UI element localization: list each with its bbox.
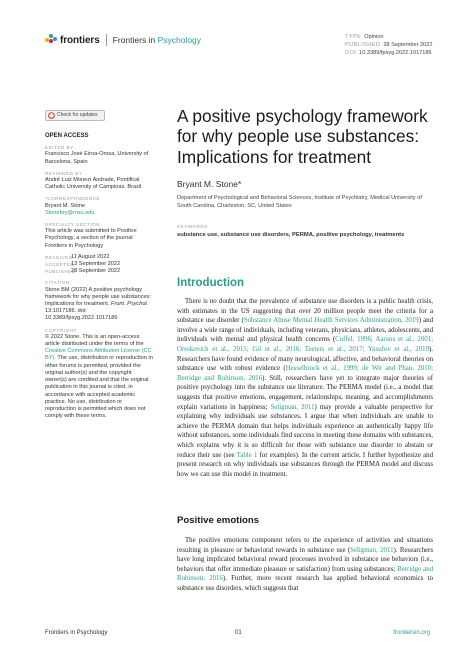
received-date: RECEIVED 11 August 2022: [45, 253, 110, 260]
frontiers-logo-icon: [45, 34, 57, 46]
table-link[interactable]: Table 1: [236, 451, 258, 459]
published-date: PUBLISHED 28 September 2022: [45, 268, 121, 275]
citation-link[interactable]: Substance Abuse Mental Health Services Administration, 2019: [243, 317, 419, 325]
specialty-value: This article was submitted to Positive Psychology, a section of the journal Frontiers in Psychology: [45, 228, 137, 249]
logo-divider: [106, 34, 107, 46]
edited-by-heading: EDITED BY: [45, 145, 74, 151]
logo-text: frontiers: [60, 34, 100, 46]
open-access-label: OPEN ACCESS: [45, 133, 89, 139]
accepted-date: ACCEPTED 13 September 2022: [45, 261, 121, 268]
positive-emotions-body: [177, 536, 433, 594]
citation-link[interactable]: Cuffel, 1996; Aarons et al., 2001; Oreskovich et al., 2015; Gil et al., 2016; Teeters et al., 2017; Yusufov et al., 2019: [177, 336, 433, 353]
correspondence-heading: *CORRESPONDENCE: [45, 196, 100, 202]
specialty-heading: SPECIALTY SECTION: [45, 222, 101, 228]
edited-by-value: Francisco José Eiroa-Orosa, University of Barcelona, Spain: [45, 151, 149, 165]
keywords-heading: KEYWORDS: [177, 224, 208, 230]
license-link[interactable]: Creative Commons Attribution License (CC BY).: [45, 348, 152, 362]
footer-site-link[interactable]: frontiersin.org: [393, 630, 430, 636]
meta-doi: DOI 10.3389/fpsyg.2022.1017186: [345, 50, 432, 57]
journal-name: Frontiers in Psychology: [112, 35, 202, 45]
article-title: A positive psychology framework for why people use substances: Implications for treatment: [177, 106, 428, 167]
author-name[interactable]: Bryant M. Stone*: [177, 179, 242, 190]
article-sidebar: [45, 110, 153, 420]
page-number: 01: [235, 630, 242, 636]
reviewed-by-value: André Luiz Monezi Andrade, Pontifical Catholic University of Campinas, Brazil: [45, 177, 142, 191]
refresh-icon: [48, 112, 55, 119]
check-for-updates-button[interactable]: Check for updates: [45, 110, 105, 121]
article-front-matter: [177, 106, 432, 238]
correspondence-name: Bryant M. Stone: [45, 202, 86, 209]
meta-type: TYPE Opinion: [345, 34, 384, 40]
citation-link[interactable]: Seligman, 2011: [270, 403, 315, 411]
citation-link[interactable]: Seligman, 2011: [350, 546, 394, 554]
citation-heading: CITATION: [45, 280, 70, 286]
article-meta: [345, 33, 432, 58]
citation-link[interactable]: Berridge and Robinson, 2016: [177, 565, 433, 583]
journal-logo[interactable]: [45, 34, 201, 46]
page-header: [0, 0, 474, 62]
dates-block: [45, 254, 153, 276]
positive-emotions-paragraph: The positive emotions component refers to the experience of activities and situations resulting in pleasure or behavioral rewards in substance use (Seligman, 2011). Researchers have long implicated behavioral reward processes involved in substance use behaviors (i.e., behaviors that offer immediate pleasure or satisfaction) from using substances; Berridge and Robinson, 2016). Further, more recent research has applied behavioral economics to substance use disorders, which suggests that: [177, 537, 433, 592]
citation-link[interactable]: Hesselbrock et al., 1999; de Wit and Phan, 2010; Berridge and Robinson, 2016: [177, 365, 433, 382]
introduction-body: [177, 297, 433, 479]
copyright-heading: COPYRIGHT: [45, 327, 77, 333]
positive-emotions-heading: Positive emotions: [177, 515, 260, 526]
keywords-list: substance use, substance use disorders, PERMA, positive psychology, treatments: [177, 232, 405, 239]
introduction-paragraph: There is no doubt that the prevalence of substance use disorders is a public health crisis, with estimates in the US suggesting that over 20 million people meet the criteria for a substance use disorder (Substance Abuse Mental Health Services Administration, 2019) and involve a wide range of individuals, including veterans, physicians, athletes, adolescents, and individuals with mental and physical health concerns (Cuffel, 1996; Aarons et al., 2001; Oreskovich et al., 2015; Gil et al., 2016; Teeters et al., 2017; Yusufov et al., 2019). Researchers have found evidence of many neurological, affective, and behavioral theories on substance use with robust evidence (Hesselbrock et al., 1999; de Wit and Phan, 2010; Berridge and Robinson, 2016). Still, researchers have yet to integrate major theories of positive psychology into the substance use literature. The PERMA model (i.e., a model that suggests that positive emotions, engagement, relationships, meaning, and accomplishments explain variations in happiness; Seligman, 2011) may provide a valuable perspective for explaining why individuals use substances. I argue that when individuals are unable to achieve the PERMA domain that helps individuals experience an authentically happy life without substances, some individuals find success in meeting these domains with substances, which explains why it is so difficult for those with substance use disorder to abstain or reduce their use (see Table 1 for examples). In the current article, I further hypothesize and present research on why individuals use substances through the PERMA model and discuss how we can use this model in treatment.: [177, 298, 434, 478]
footer-journal: Frontiers in Psychology: [45, 630, 108, 636]
reviewed-by-heading: REVIEWED BY: [45, 170, 83, 176]
meta-published: PUBLISHED 28 September 2022: [345, 42, 433, 49]
copyright-value: © 2022 Stone. This is an open-access article distributed under the terms of the Creative Commons Attribution License (CC BY). The use, distribution or reproduction in other forums is permitted, provided the original author(s) and the copyright owner(s) are credited and that the original publication in this journal is cited, in accordance with accepted academic practice. No use, distribution or reproduction is permitted which does not comply with these terms.: [45, 333, 153, 420]
correspondence-email-link[interactable]: Stonebry@msu.edu: [45, 209, 95, 216]
author-affiliation: Department of Psychological and Behavioral Sciences, Institute of Psychiatry, Medical University of South Carolina, Charleston, SC, United States: [177, 195, 422, 209]
citation-value: Stone BM (2022) A positive psychology framework for why people use substances: Implications for treatment. Front. Psychol. 13:1017186. doi: 10.3389/fpsyg.2022.1017186: [45, 286, 152, 322]
introduction-heading: Introduction: [177, 277, 245, 289]
